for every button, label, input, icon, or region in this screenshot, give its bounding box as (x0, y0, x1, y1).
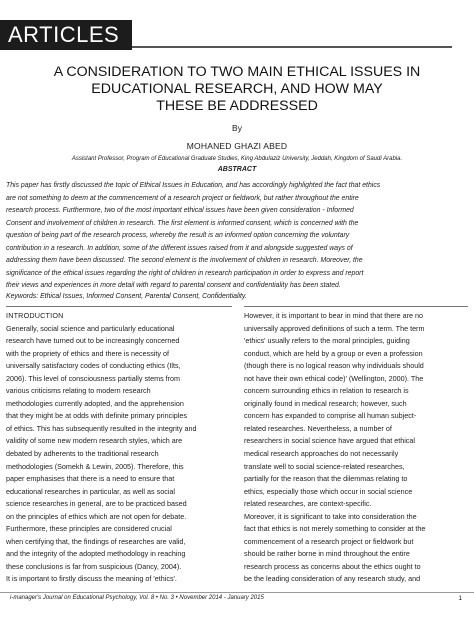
abstract-body (6, 180, 468, 293)
body-line: validity of some new modern research styles, which are (6, 436, 183, 446)
footer-rule (0, 592, 474, 593)
body-line: fact that ethics is not merely something to consider at the (244, 524, 426, 534)
body-line: related researches. Nevertheless, a number of (244, 423, 392, 433)
body-line: with the propriety of ethics and there is necessity of (6, 348, 169, 358)
body-line: Moreover, it is significant to take into consideration the (244, 511, 417, 521)
body-line: However, it is important to bear in mind that there are no (244, 311, 423, 320)
author-name: MOHANED GHAZI ABED (186, 141, 288, 151)
abstract-line: research process. Furthermore, two of the most important ethical issues have been given consideration - Informed (6, 207, 354, 214)
title-line: A CONSIDERATION TO TWO MAIN ETHICAL ISSUES IN (53, 64, 421, 80)
abstract-line: question of being part of the research process, whereby the result is an informed option concerning the voluntary (6, 232, 350, 239)
body-line: concern has expanded to comprise all human subject- (244, 411, 417, 421)
body-line: It is important to firstly discuss the meaning of 'ethics'. (6, 574, 177, 584)
body-line: and the integrity of the adopted methodology in reaching (6, 549, 186, 559)
body-line: that they might be at odds with definite primary principles (6, 411, 187, 421)
right-column (244, 310, 468, 586)
body-line: of ethics. This has subsequently resulted in the integrity and (6, 423, 197, 433)
body-line: partially for the reason that the dilemmas relating to (244, 474, 408, 484)
body-line: educational researches in particular, as well as social (6, 486, 175, 496)
left-column (6, 310, 232, 586)
right-column-rule (244, 306, 468, 307)
body-line: commencement of a research project or fieldwork but (244, 536, 414, 546)
title-line: THESE BE ADDRESSED (156, 98, 318, 114)
body-line: not have their own ethical code)' (Wellington, 2000). The (244, 373, 424, 383)
keywords: Keywords: Ethical Issues, Informed Consent, Parental Consent, Confidentiality. (6, 293, 247, 300)
body-line: science researches in general, are to be practiced based (6, 499, 187, 509)
body-line: translate well to social science-related researches, (244, 461, 405, 471)
body-line: 2006). This level of consciousness partially stems from (6, 373, 181, 383)
body-line: researchers in social science have argued that ethical (244, 436, 415, 446)
abstract-line: This paper has firstly discussed the topic of Ethical Issues in Education, and has accordingly highlighted the fact that ethics (6, 182, 381, 189)
abstract-line: their views and experiences in more detail with regard to parental consent and confidentiality has been stated. (6, 282, 341, 289)
author-affiliation: Assistant Professor, Program of Educational Graduate Studies, King Abdulaziz University, Jeddah, Kingdom of Saudi Arabia. (71, 156, 403, 162)
body-line: medical research approaches do not necessarily (244, 449, 399, 459)
body-line: paper emphasises that there is a need to ensure that (6, 474, 175, 484)
abstract-line: significance of the ethical issues regarding the right of children in research participation in order to express and report (6, 269, 364, 277)
body-line: Generally, social science and particularly educational (6, 323, 175, 333)
body-line: various criticisms relating to modern research (6, 386, 151, 396)
body-line: ethics, especially those which occur in social science (244, 486, 413, 496)
body-line: Furthermore, these principles are considered crucial (6, 524, 172, 534)
body-line: on the principles of ethics which are not open for debate. (6, 511, 187, 521)
body-line: when certifying that, the findings of researches are valid, (6, 536, 186, 546)
title-line: EDUCATIONAL RESEARCH, AND HOW MAY (91, 81, 383, 97)
body-line: (though there is no logical reason why individuals should (244, 361, 424, 371)
abstract-line: contribution in a research. In addition, some of the different issues raised from it and alongside suggested ways of (6, 244, 353, 252)
section-banner-label: ARTICLES (8, 22, 120, 47)
section-banner (0, 20, 132, 50)
body-line: universally approved definitions of such a term. The term (244, 323, 425, 333)
body-line: universally satisfactory codes of conducting ethics (Ilts, (6, 361, 181, 371)
body-line: conduct, which are held by a group or even a profession (244, 348, 423, 358)
header-rule (132, 46, 452, 48)
section-heading-introduction: INTRODUCTION (6, 311, 64, 320)
article-title (40, 64, 434, 115)
body-line: concern surrounding ethics in relation to research is (244, 386, 409, 396)
abstract-line: are not something to deem at the commencement of a research project or fieldwork, but rather throughout the entire (6, 194, 359, 202)
body-line: 'ethics' usually refers to the moral principles, guiding (244, 336, 410, 346)
body-line: should be rather borne in mind throughout the entire (244, 549, 410, 559)
page-number: 1 (458, 595, 462, 602)
journal-footer: i-manager's Journal on Educational Psychology, Vol. 8 • No. 3 • November 2014 - January 2015 (10, 595, 264, 601)
body-line: related researches, are context-specific. (244, 499, 372, 509)
left-column-rule (6, 306, 232, 307)
abstract-heading: ABSTRACT (217, 166, 257, 173)
body-line: research have turned out to be increasingly concerned (6, 336, 180, 346)
body-line: these conclusions is far from suspicious (Dancy, 2004). (6, 561, 182, 571)
body-line: originally found in medical research; however, such (244, 398, 407, 408)
byline-label: By (232, 123, 242, 133)
body-line: debated by adherents to the traditional research (6, 449, 159, 459)
body-line: research process as concerns about the ethics ought to (244, 561, 421, 571)
abstract-line: Consent and involvement of children in research. The first element is informed consent, which is concerned with the (6, 219, 359, 227)
body-line: methodologies (Somekh & Lewin, 2005). Therefore, this (6, 461, 184, 471)
body-line: methodologies currently adopted, and the apprehension (6, 398, 184, 408)
abstract-line: addressing them have been discussed. The second element is the involvement of children in research. Moreover, the (6, 257, 363, 264)
body-line: be the leading consideration of any research study, and (244, 574, 421, 584)
